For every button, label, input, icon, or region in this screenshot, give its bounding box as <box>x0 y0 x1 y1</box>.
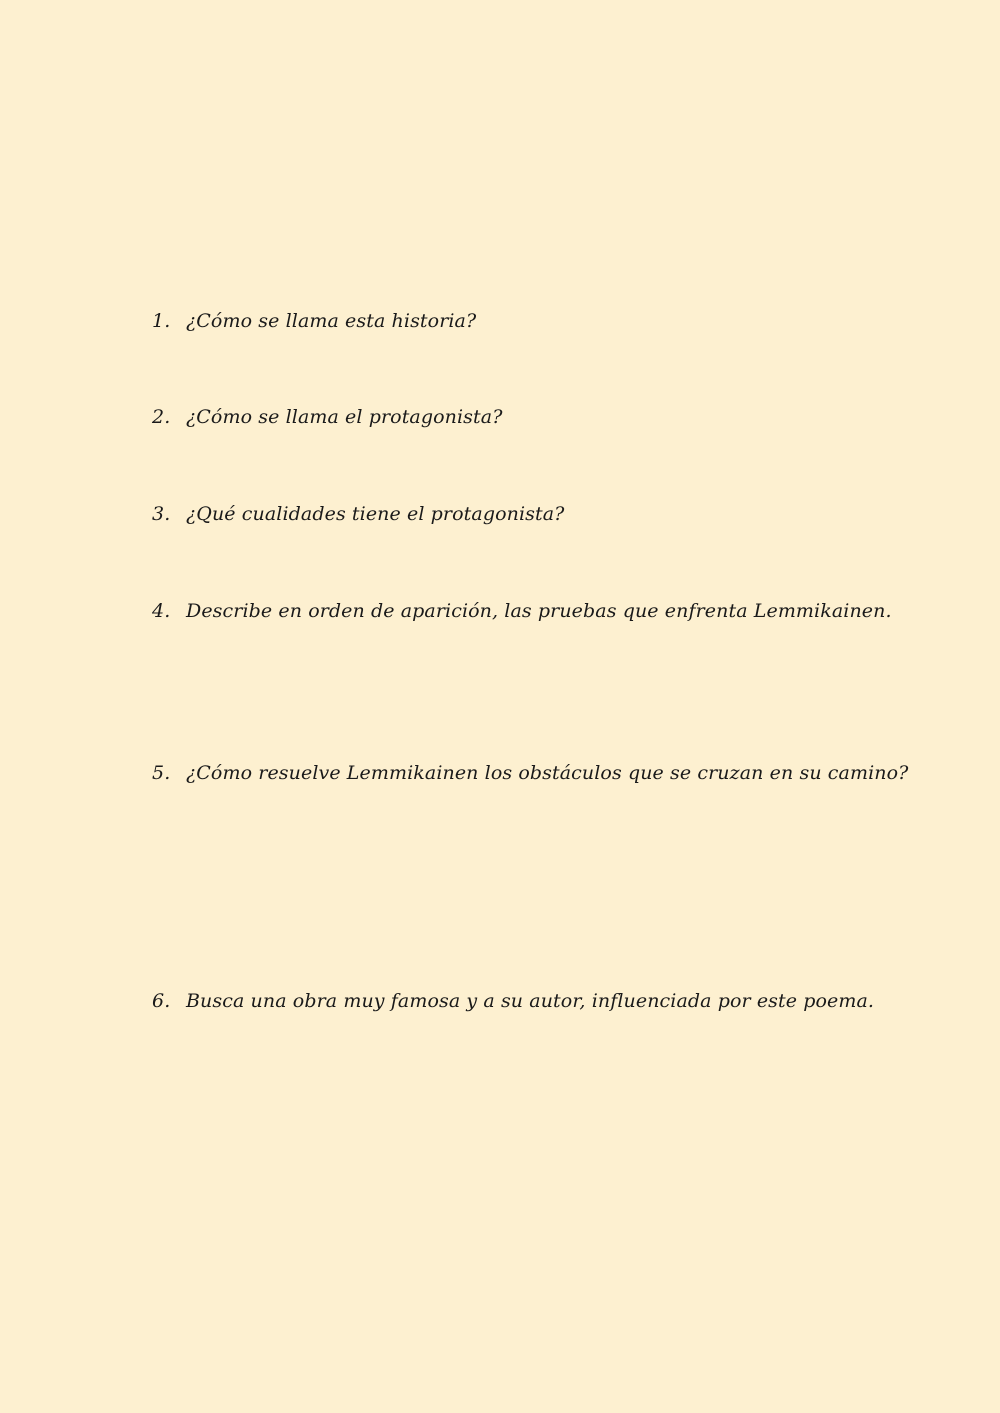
question-number: 3. <box>152 503 171 525</box>
question-3 <box>152 503 912 525</box>
question-6 <box>152 990 912 1012</box>
question-text: ¿Cómo resuelve Lemmikainen los obstáculos que se cruzan en su camino? <box>186 762 909 784</box>
question-text: ¿Qué cualidades tiene el protagonista? <box>186 503 565 525</box>
question-text: ¿Cómo se llama el protagonista? <box>186 406 503 428</box>
question-4 <box>152 600 912 622</box>
question-number: 2. <box>152 406 171 428</box>
question-number: 4. <box>152 600 171 622</box>
question-number: 1. <box>152 310 171 332</box>
question-number: 6. <box>152 990 171 1012</box>
question-2 <box>152 406 912 428</box>
question-text: ¿Cómo se llama esta historia? <box>186 310 477 332</box>
question-1 <box>152 310 912 332</box>
question-5 <box>152 762 912 784</box>
question-text: Busca una obra muy famosa y a su autor, influenciada por este poema. <box>186 990 875 1012</box>
question-number: 5. <box>152 762 171 784</box>
question-text: Describe en orden de aparición, las pruebas que enfrenta Lemmikainen. <box>186 600 892 622</box>
